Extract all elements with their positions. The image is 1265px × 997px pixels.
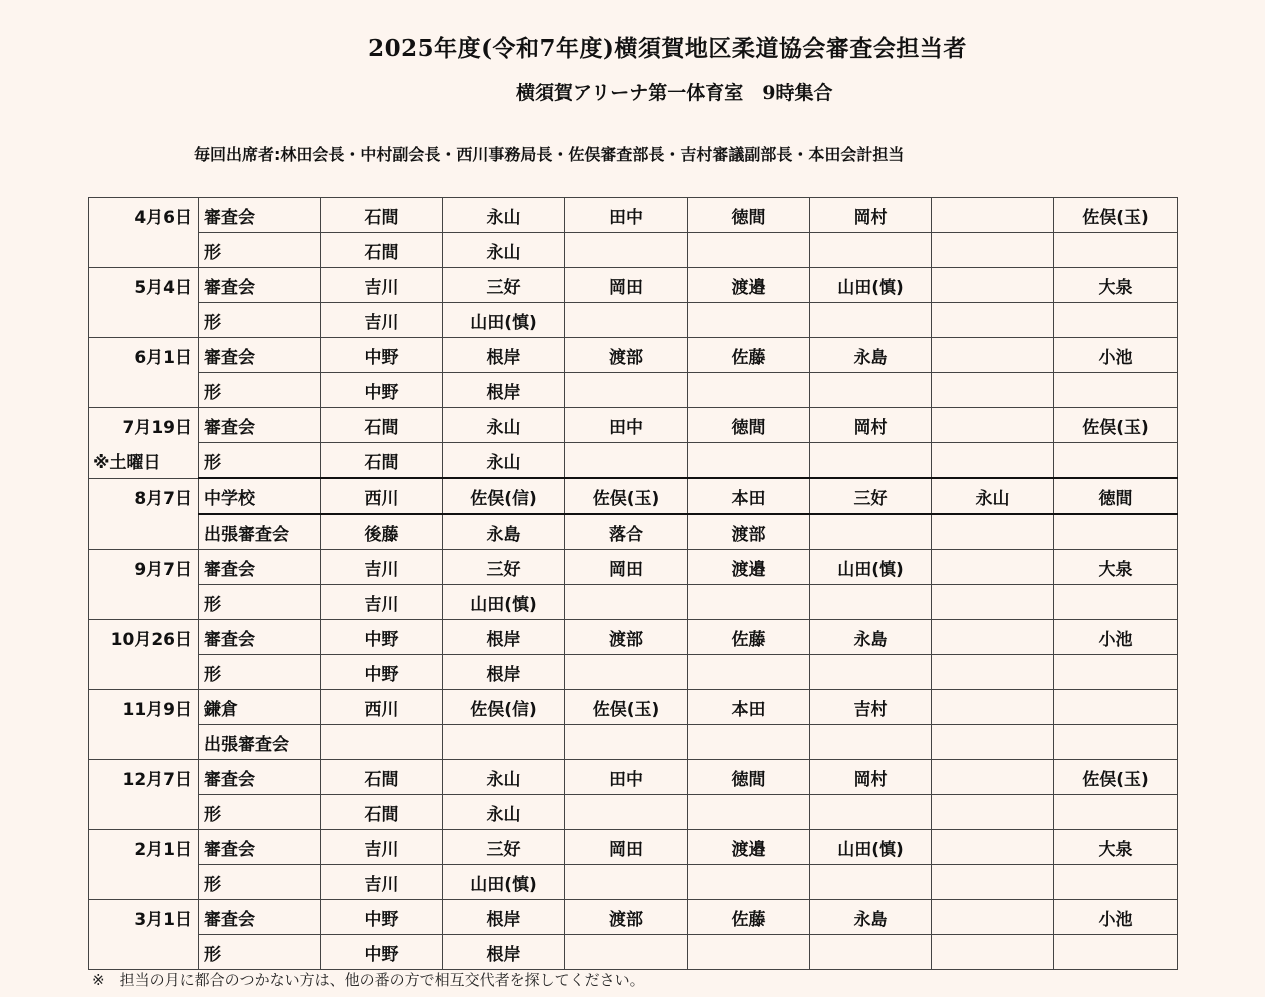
session-date: 6月1日 xyxy=(89,338,199,373)
assignee-cell xyxy=(932,865,1054,900)
table-row xyxy=(89,550,1178,585)
assignee-cell xyxy=(810,373,932,408)
assignee-cell: 中野 xyxy=(321,373,443,408)
assignee-cell: 山田(慎) xyxy=(810,550,932,585)
session-kind: 形 xyxy=(199,233,321,268)
assignee-cell: 根岸 xyxy=(443,935,565,970)
assignee-cell: 吉川 xyxy=(321,303,443,338)
assignee-cell xyxy=(1054,935,1178,970)
assignee-cell: 徳間 xyxy=(688,760,810,795)
assignee-cell: 三好 xyxy=(810,478,932,514)
assignee-cell xyxy=(688,233,810,268)
session-date: 5月4日 xyxy=(89,268,199,303)
assignee-cell: 永山 xyxy=(443,795,565,830)
session-kind: 形 xyxy=(199,585,321,620)
assignee-cell xyxy=(688,585,810,620)
assignee-cell: 田中 xyxy=(565,760,688,795)
table-row xyxy=(89,690,1178,725)
assignee-cell: 小池 xyxy=(1054,900,1178,935)
assignee-cell xyxy=(1054,725,1178,760)
assignee-cell: 吉川 xyxy=(321,865,443,900)
table-row xyxy=(89,268,1178,303)
table-row xyxy=(89,760,1178,795)
assignee-cell: 三好 xyxy=(443,550,565,585)
assignee-cell: 永山 xyxy=(443,233,565,268)
assignee-cell: 根岸 xyxy=(443,338,565,373)
table-row xyxy=(89,620,1178,655)
assignee-cell xyxy=(688,725,810,760)
assignee-cell: 吉川 xyxy=(321,268,443,303)
table-row xyxy=(89,443,1178,479)
assignee-cell xyxy=(565,443,688,479)
table-row xyxy=(89,795,1178,830)
assignee-cell: 佐藤 xyxy=(688,620,810,655)
table-row xyxy=(89,233,1178,268)
table-row xyxy=(89,865,1178,900)
assignee-cell xyxy=(1054,373,1178,408)
assignee-cell xyxy=(810,725,932,760)
assignee-cell: 岡村 xyxy=(810,198,932,233)
page-title: 2025年度(令和7年度)横須賀地区柔道協会審査会担当者 xyxy=(368,35,967,62)
session-date: 8月7日 xyxy=(89,478,199,514)
session-date: 7月19日 xyxy=(89,408,199,443)
assignee-cell xyxy=(932,725,1054,760)
assignee-cell xyxy=(1054,585,1178,620)
session-kind: 審査会 xyxy=(199,620,321,655)
assignee-cell: 石間 xyxy=(321,760,443,795)
assignee-cell xyxy=(932,303,1054,338)
assignee-cell xyxy=(1054,690,1178,725)
assignee-cell: 岡田 xyxy=(565,550,688,585)
session-kind: 中学校 xyxy=(199,478,321,514)
assignee-cell: 渡部 xyxy=(565,900,688,935)
assignee-cell xyxy=(932,550,1054,585)
session-date: 2月1日 xyxy=(89,830,199,865)
footnote: ※ 担当の月に都合のつかない方は、他の番の方で相互交代者を探してください。 xyxy=(92,971,645,989)
assignee-cell xyxy=(810,655,932,690)
assignee-cell xyxy=(932,338,1054,373)
table-row xyxy=(89,408,1178,443)
assignee-cell xyxy=(565,585,688,620)
assignee-cell: 岡村 xyxy=(810,408,932,443)
assignee-cell: 岡田 xyxy=(565,830,688,865)
table-row xyxy=(89,338,1178,373)
assignee-cell: 佐藤 xyxy=(688,900,810,935)
table-row xyxy=(89,585,1178,620)
assignee-cell xyxy=(932,830,1054,865)
assignee-cell xyxy=(932,268,1054,303)
table-row xyxy=(89,303,1178,338)
assignee-cell: 西川 xyxy=(321,478,443,514)
assignee-cell: 根岸 xyxy=(443,620,565,655)
assignee-cell: 山田(慎) xyxy=(810,830,932,865)
venue-subtitle: 横須賀アリーナ第一体育室 9時集合 xyxy=(516,82,833,104)
assignee-cell: 石間 xyxy=(321,198,443,233)
assignee-cell: 永山 xyxy=(443,760,565,795)
assignee-cell: 佐俣(玉) xyxy=(1054,760,1178,795)
assignee-cell xyxy=(565,303,688,338)
session-note xyxy=(89,233,199,268)
assignee-cell xyxy=(1054,233,1178,268)
assignee-cell: 永島 xyxy=(810,620,932,655)
assignee-cell: 渡邉 xyxy=(688,550,810,585)
assignee-cell: 山田(慎) xyxy=(443,303,565,338)
assignee-cell: 三好 xyxy=(443,830,565,865)
assignee-cell xyxy=(565,725,688,760)
assignee-cell xyxy=(688,655,810,690)
assignee-cell: 岡村 xyxy=(810,760,932,795)
session-date: 3月1日 xyxy=(89,900,199,935)
assignee-cell: 三好 xyxy=(443,268,565,303)
assignee-cell: 永山 xyxy=(443,408,565,443)
assignee-cell: 本田 xyxy=(688,478,810,514)
assignee-cell: 後藤 xyxy=(321,514,443,550)
table-row xyxy=(89,198,1178,233)
assignee-cell: 根岸 xyxy=(443,655,565,690)
schedule-body xyxy=(89,198,1178,970)
assignee-cell xyxy=(810,935,932,970)
assignee-cell: 渡邉 xyxy=(688,268,810,303)
assignee-cell: 渡部 xyxy=(565,620,688,655)
assignee-cell: 本田 xyxy=(688,690,810,725)
assignee-cell: 小池 xyxy=(1054,620,1178,655)
assignee-cell: 大泉 xyxy=(1054,550,1178,585)
assignee-cell xyxy=(321,725,443,760)
session-kind: 出張審査会 xyxy=(199,514,321,550)
assignee-cell: 中野 xyxy=(321,935,443,970)
assignee-cell: 永島 xyxy=(810,900,932,935)
assignee-cell: 大泉 xyxy=(1054,268,1178,303)
session-date: 11月9日 xyxy=(89,690,199,725)
assignee-cell xyxy=(1054,795,1178,830)
assignee-cell xyxy=(565,795,688,830)
assignee-cell: 永山 xyxy=(443,198,565,233)
assignee-cell xyxy=(810,443,932,479)
session-note xyxy=(89,795,199,830)
assignee-cell xyxy=(810,233,932,268)
assignee-cell: 田中 xyxy=(565,198,688,233)
assignee-cell xyxy=(932,408,1054,443)
assignee-cell: 石間 xyxy=(321,443,443,479)
session-date: 9月7日 xyxy=(89,550,199,585)
assignee-cell: 田中 xyxy=(565,408,688,443)
session-note xyxy=(89,725,199,760)
assignee-cell xyxy=(932,655,1054,690)
assignee-cell xyxy=(565,655,688,690)
assignee-cell xyxy=(688,303,810,338)
assignee-cell: 徳間 xyxy=(688,408,810,443)
assignee-cell: 永山 xyxy=(932,478,1054,514)
assignee-cell: 中野 xyxy=(321,655,443,690)
assignee-cell: 石間 xyxy=(321,233,443,268)
assignee-cell xyxy=(1054,443,1178,479)
session-kind: 形 xyxy=(199,373,321,408)
assignee-cell xyxy=(932,795,1054,830)
assignee-cell xyxy=(932,760,1054,795)
session-kind: 審査会 xyxy=(199,550,321,585)
session-kind: 出張審査会 xyxy=(199,725,321,760)
session-date: 12月7日 xyxy=(89,760,199,795)
assignee-cell xyxy=(688,443,810,479)
assignee-cell: 徳間 xyxy=(688,198,810,233)
assignee-cell xyxy=(932,373,1054,408)
session-note xyxy=(89,655,199,690)
assignee-cell: 佐俣(信) xyxy=(443,690,565,725)
assignee-cell xyxy=(688,865,810,900)
assignee-cell: 中野 xyxy=(321,900,443,935)
assignee-cell: 佐俣(玉) xyxy=(565,478,688,514)
assignee-cell: 吉村 xyxy=(810,690,932,725)
assignee-cell xyxy=(1054,865,1178,900)
session-kind: 審査会 xyxy=(199,830,321,865)
table-row xyxy=(89,655,1178,690)
session-kind: 審査会 xyxy=(199,900,321,935)
assignee-cell: 石間 xyxy=(321,408,443,443)
assignee-cell: 佐俣(玉) xyxy=(1054,408,1178,443)
assignee-cell: 石間 xyxy=(321,795,443,830)
session-date: 4月6日 xyxy=(89,198,199,233)
assignee-cell: 渡部 xyxy=(565,338,688,373)
session-kind: 審査会 xyxy=(199,198,321,233)
session-kind: 形 xyxy=(199,655,321,690)
session-kind: 形 xyxy=(199,935,321,970)
table-row xyxy=(89,478,1178,514)
table-row xyxy=(89,725,1178,760)
assignee-cell: 根岸 xyxy=(443,900,565,935)
session-note xyxy=(89,373,199,408)
assignee-cell: 佐俣(信) xyxy=(443,478,565,514)
assignee-cell: 岡田 xyxy=(565,268,688,303)
assignee-cell: 吉川 xyxy=(321,585,443,620)
assignee-cell: 落合 xyxy=(565,514,688,550)
assignee-cell: 佐俣(玉) xyxy=(565,690,688,725)
assignee-cell xyxy=(932,900,1054,935)
assignee-cell xyxy=(688,935,810,970)
assignee-cell xyxy=(810,865,932,900)
assignee-cell: 小池 xyxy=(1054,338,1178,373)
session-note: ※土曜日 xyxy=(89,443,199,479)
assignee-cell: 中野 xyxy=(321,620,443,655)
assignee-cell: 佐俣(玉) xyxy=(1054,198,1178,233)
session-date: 10月26日 xyxy=(89,620,199,655)
assignee-cell xyxy=(932,514,1054,550)
assignee-cell: 中野 xyxy=(321,338,443,373)
assignee-cell xyxy=(810,303,932,338)
assignee-cell: 山田(慎) xyxy=(810,268,932,303)
assignee-cell xyxy=(1054,655,1178,690)
assignee-cell: 吉川 xyxy=(321,550,443,585)
assignee-cell xyxy=(443,725,565,760)
assignee-cell: 根岸 xyxy=(443,373,565,408)
table-row xyxy=(89,514,1178,550)
assignee-cell: 永山 xyxy=(443,443,565,479)
assignee-cell xyxy=(565,935,688,970)
table-row xyxy=(89,373,1178,408)
assignee-cell xyxy=(810,795,932,830)
session-kind: 形 xyxy=(199,443,321,479)
session-note xyxy=(89,865,199,900)
assignee-cell xyxy=(932,233,1054,268)
session-kind: 審査会 xyxy=(199,408,321,443)
assignee-cell xyxy=(565,865,688,900)
session-note xyxy=(89,935,199,970)
assignee-cell xyxy=(932,620,1054,655)
assignee-cell xyxy=(1054,303,1178,338)
session-kind: 審査会 xyxy=(199,760,321,795)
assignee-cell: 吉川 xyxy=(321,830,443,865)
assignee-cell: 永島 xyxy=(810,338,932,373)
assignee-cell: 佐藤 xyxy=(688,338,810,373)
session-kind: 形 xyxy=(199,303,321,338)
session-note xyxy=(89,303,199,338)
assignee-cell xyxy=(932,443,1054,479)
assignee-cell xyxy=(932,198,1054,233)
assignee-cell: 山田(慎) xyxy=(443,865,565,900)
assignee-cell: 徳間 xyxy=(1054,478,1178,514)
assignee-cell: 渡邉 xyxy=(688,830,810,865)
assignee-cell: 大泉 xyxy=(1054,830,1178,865)
assignee-cell: 永島 xyxy=(443,514,565,550)
schedule-table xyxy=(88,197,1178,970)
assignee-cell xyxy=(810,585,932,620)
table-row xyxy=(89,830,1178,865)
assignee-cell: 渡部 xyxy=(688,514,810,550)
table-row xyxy=(89,935,1178,970)
assignee-cell xyxy=(688,373,810,408)
assignee-cell: 山田(慎) xyxy=(443,585,565,620)
assignee-cell xyxy=(932,935,1054,970)
assignee-cell xyxy=(932,585,1054,620)
assignee-cell xyxy=(565,233,688,268)
assignee-cell xyxy=(932,690,1054,725)
assignee-cell xyxy=(1054,514,1178,550)
assignee-cell xyxy=(810,514,932,550)
assignee-cell xyxy=(565,373,688,408)
session-kind: 審査会 xyxy=(199,338,321,373)
assignee-cell: 西川 xyxy=(321,690,443,725)
session-kind: 形 xyxy=(199,795,321,830)
table-row xyxy=(89,900,1178,935)
session-note xyxy=(89,585,199,620)
session-kind: 審査会 xyxy=(199,268,321,303)
session-kind: 形 xyxy=(199,865,321,900)
session-note xyxy=(89,514,199,550)
assignee-cell xyxy=(688,795,810,830)
regular-attendees: 毎回出席者:林田会長・中村副会長・西川事務局長・佐俣審査部長・吉村審議副部長・本田会計担当 xyxy=(194,145,905,164)
session-kind: 鎌倉 xyxy=(199,690,321,725)
